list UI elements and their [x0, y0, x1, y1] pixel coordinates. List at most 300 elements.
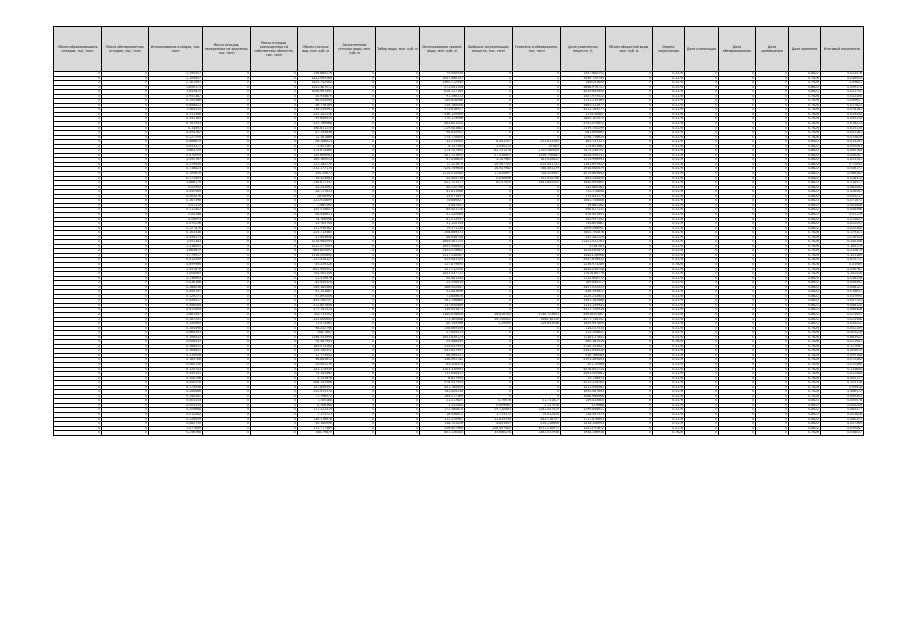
table-cell: 146.497442 [465, 426, 513, 431]
table-cell: 0 [465, 344, 513, 349]
table-cell: 0.068486 [821, 308, 864, 313]
table-cell: 95.668915 [298, 117, 334, 122]
table-cell: 7.982163 [298, 203, 334, 208]
table-cell: 40.159398 [420, 322, 465, 327]
table-cell: 0 [102, 199, 149, 204]
table-cell: 0.411004 [149, 308, 203, 313]
table-cell: 50.160096 [298, 422, 334, 427]
table-cell: 0 [756, 308, 789, 313]
table-cell: 0 [334, 149, 376, 154]
table-cell: 2111.219169 [561, 99, 606, 104]
table-cell: 0 [756, 262, 789, 267]
table-cell: 0 [54, 272, 102, 277]
table-cell: 0 [465, 276, 513, 281]
table-cell: 0 [203, 149, 251, 154]
table-cell: 0 [203, 331, 251, 336]
table-cell: 0 [376, 222, 420, 227]
table-cell: 288.143966 [298, 381, 334, 386]
table-cell: 0.023151 [821, 158, 864, 163]
table-cell: 0.3176 [653, 281, 685, 286]
table-cell: 0 [251, 358, 298, 363]
table-cell: 0 [465, 122, 513, 127]
table-cell: 0 [334, 94, 376, 99]
table-cell: 0 [513, 94, 561, 99]
table-cell: 0 [685, 426, 719, 431]
table-cell: 92.102887 [298, 290, 334, 295]
table-cell: 0.004070 [821, 349, 864, 354]
table-cell: 0.72095 [821, 162, 864, 167]
table-cell: 0 [334, 135, 376, 140]
table-cell: 0 [685, 290, 719, 295]
column-header: Объем оборотной воды, млн. куб. м [606, 27, 653, 72]
table-cell: 0 [54, 235, 102, 240]
table-cell: 36.816763 [465, 312, 513, 317]
table-cell: 0 [376, 126, 420, 131]
table-cell: 0 [756, 281, 789, 286]
table-cell: 0.7626 [653, 340, 685, 345]
table-cell: 0 [719, 422, 756, 427]
table-cell: 0 [719, 363, 756, 368]
table-cell: 0 [606, 222, 653, 227]
table-cell: 0 [54, 131, 102, 136]
table-cell: 0 [376, 249, 420, 254]
table-cell: 2700.103637 [561, 344, 606, 349]
table-cell: 0.342516 [821, 272, 864, 277]
table-cell: 121.183779 [298, 162, 334, 167]
table-cell: 1.866176 [149, 181, 203, 186]
table-cell: 0 [376, 140, 420, 145]
table-cell: 0.7626 [789, 99, 821, 104]
table-cell: 0 [54, 390, 102, 395]
table-cell: 0 [685, 176, 719, 181]
table-cell: 0 [102, 413, 149, 418]
table-cell: 0 [376, 135, 420, 140]
table-cell: 0.3176 [653, 417, 685, 422]
table-cell: 0.7626 [789, 390, 821, 395]
table-cell: 335.660385 [561, 185, 606, 190]
table-cell: 0 [513, 90, 561, 95]
table-cell: 0 [102, 390, 149, 395]
table-cell: 3.151878 [298, 376, 334, 381]
table-cell: 214.118695 [513, 422, 561, 427]
table-cell: 0 [685, 385, 719, 390]
header-row [54, 27, 864, 72]
table-cell: 0 [513, 108, 561, 113]
table-cell: 1.681547 [149, 312, 203, 317]
table-cell: 0 [203, 144, 251, 149]
table-cell: 6.137264 [420, 144, 465, 149]
table-cell: 0 [251, 172, 298, 177]
table-cell: 0 [251, 249, 298, 254]
table-cell: 2.127516 [513, 403, 561, 408]
table-cell: 1.591678 [149, 267, 203, 272]
table-cell: 0.09801 [821, 81, 864, 86]
table-cell: 1.713172 [465, 413, 513, 418]
table-cell: 0 [606, 217, 653, 222]
table-cell: 0 [756, 390, 789, 395]
table-cell: 704.585306 [298, 272, 334, 277]
table-cell: 0 [606, 72, 653, 77]
table-cell: 0 [102, 394, 149, 399]
table-cell: 134.591873 [420, 308, 465, 313]
table-cell: 0.3176 [653, 326, 685, 331]
table-cell: 0 [685, 153, 719, 158]
table-cell: 0 [465, 81, 513, 86]
table-cell: 0 [334, 231, 376, 236]
table-cell: 0 [719, 249, 756, 254]
table-cell: 0 [465, 272, 513, 277]
table-cell: 0 [685, 135, 719, 140]
table-cell: 0.8622 [789, 422, 821, 427]
table-body [54, 72, 864, 436]
table-cell: 0 [334, 176, 376, 181]
table-cell: 2556.758982 [513, 153, 561, 158]
table-cell: 0 [203, 131, 251, 136]
table-cell: 0 [719, 426, 756, 431]
table-cell: 0 [203, 417, 251, 422]
table-cell: 0 [513, 126, 561, 131]
table-cell: 0.038037 [821, 431, 864, 436]
table-cell: 170.179996 [420, 117, 465, 122]
table-cell: 0 [719, 153, 756, 158]
table-cell: 0 [756, 76, 789, 81]
table-cell: 0 [719, 208, 756, 213]
table-cell: 0 [376, 344, 420, 349]
table-cell: 0 [102, 144, 149, 149]
table-cell: 0 [606, 108, 653, 113]
table-cell: 4.891497 [465, 422, 513, 427]
table-cell: 0 [102, 363, 149, 368]
table-cell: 0 [756, 290, 789, 295]
table-cell: 0 [465, 244, 513, 249]
table-cell: 1081.758608 [561, 199, 606, 204]
table-cell: 0 [513, 81, 561, 86]
table-cell: 0.708164 [298, 403, 334, 408]
table-cell: 150.116878 [298, 417, 334, 422]
table-cell: 0 [251, 335, 298, 340]
table-cell: 0 [102, 294, 149, 299]
table-cell: 1425.742080 [298, 81, 334, 86]
column-header: Загрязненные сточные воды, млн. куб. м [334, 27, 376, 72]
table-cell: 0.148161 [149, 394, 203, 399]
table-cell: 4512.378265 [561, 381, 606, 386]
table-cell: 2630.038728 [561, 267, 606, 272]
table-cell: 225.713565 [298, 231, 334, 236]
table-cell: 0 [513, 281, 561, 286]
table-cell: 0 [102, 262, 149, 267]
table-cell: 0 [203, 276, 251, 281]
table-cell: 0 [251, 367, 298, 372]
table-cell: 0 [376, 253, 420, 258]
table-cell: 3.147981 [465, 158, 513, 163]
table-cell: 0 [203, 226, 251, 231]
table-cell: 0 [685, 408, 719, 413]
table-cell: 0 [102, 185, 149, 190]
table-cell: 175.453775 [561, 194, 606, 199]
table-cell: 0 [685, 372, 719, 377]
table-cell: 0 [685, 94, 719, 99]
table-cell: 0 [513, 258, 561, 263]
table-cell: 0 [102, 403, 149, 408]
table-cell: 0 [606, 240, 653, 245]
table-cell: 0 [102, 326, 149, 331]
table-cell: 0 [606, 326, 653, 331]
table-cell: 0 [685, 340, 719, 345]
table-cell: 0 [251, 208, 298, 213]
table-cell: 0 [54, 144, 102, 149]
table-cell: 0 [513, 340, 561, 345]
table-cell: 0.3176 [653, 426, 685, 431]
table-cell: 0 [251, 103, 298, 108]
table-cell: 0 [719, 126, 756, 131]
table-cell: 0 [54, 85, 102, 90]
table-cell: 0 [606, 140, 653, 145]
table-cell: 0 [102, 153, 149, 158]
table-cell: 0 [756, 203, 789, 208]
table-cell: 768.461179 [513, 167, 561, 172]
table-cell: 0 [606, 131, 653, 136]
table-cell: 111.321519 [298, 408, 334, 413]
table-cell: 1460.63659 [561, 81, 606, 86]
column-header: Масса обезвреженных отходов, тыс. тонн [102, 27, 149, 72]
table-cell: 0 [54, 90, 102, 95]
table-cell: 0 [334, 81, 376, 86]
table-cell: 3.501167 [298, 144, 334, 149]
table-cell: 0 [251, 262, 298, 267]
table-cell: 212.177175 [298, 167, 334, 172]
table-cell: 0 [756, 399, 789, 404]
table-cell: 0 [376, 326, 420, 331]
table-cell: 0 [719, 394, 756, 399]
table-cell: 0 [54, 76, 102, 81]
table-cell: 0 [685, 240, 719, 245]
table-cell: 0 [54, 408, 102, 413]
table-cell: 0 [756, 431, 789, 436]
table-cell: 0 [334, 312, 376, 317]
table-cell: 0 [334, 358, 376, 363]
table-cell: 0.3176 [653, 194, 685, 199]
table-cell: 138.701026 [420, 422, 465, 427]
table-cell: 0.3176 [653, 403, 685, 408]
table-cell: 0 [334, 112, 376, 117]
table-cell: 0.7626 [789, 131, 821, 136]
table-cell: 0.3176 [653, 294, 685, 299]
table-cell: 0 [334, 85, 376, 90]
table-cell: 0 [513, 372, 561, 377]
table-cell: 0 [102, 422, 149, 427]
table-cell: 0.664393 [149, 331, 203, 336]
table-cell: 0 [719, 190, 756, 195]
table-cell: 0.3176 [653, 312, 685, 317]
table-cell: 0.7626 [789, 372, 821, 377]
table-cell: 0.003216 [821, 331, 864, 336]
table-cell: 0 [756, 72, 789, 77]
table-cell: 1311.958961 [561, 385, 606, 390]
table-cell: 530.766089 [561, 353, 606, 358]
table-cell: 0.183708 [149, 358, 203, 363]
table-cell: 2063.000681 [561, 372, 606, 377]
table-cell: 0 [54, 72, 102, 77]
table-cell: 0 [719, 122, 756, 127]
table-cell: 89.326374 [420, 363, 465, 368]
table-cell: 1412.271009 [298, 244, 334, 249]
table-cell: 0 [513, 308, 561, 313]
table-cell: 0 [719, 176, 756, 181]
table-cell: 0 [685, 326, 719, 331]
table-cell: 0 [334, 353, 376, 358]
table-cell: 0 [756, 240, 789, 245]
table-cell: 0.7626 [789, 335, 821, 340]
table-cell: 0 [376, 122, 420, 127]
table-cell: 0.016338 [821, 276, 864, 281]
table-cell: 0 [334, 131, 376, 136]
table-cell: 0.3176 [653, 408, 685, 413]
table-cell: 0.150985 [149, 322, 203, 327]
table-cell: 0 [54, 99, 102, 104]
table-cell: 0 [102, 99, 149, 104]
table-cell: 48.069121 [420, 353, 465, 358]
table-cell: 0 [251, 149, 298, 154]
table-cell: 0 [203, 244, 251, 249]
table-cell: 0 [606, 281, 653, 286]
table-cell: 0 [465, 385, 513, 390]
table-cell: 0 [606, 181, 653, 186]
table-cell: 0 [54, 385, 102, 390]
table-cell: 0 [685, 281, 719, 286]
table-cell: 0 [251, 72, 298, 77]
table-cell: 0.3176 [653, 172, 685, 177]
table-cell: 109.433800 [561, 399, 606, 404]
table-cell: 0 [719, 344, 756, 349]
table-cell: 17.820897 [465, 172, 513, 177]
table-cell: 0 [376, 90, 420, 95]
table-cell: 0 [685, 353, 719, 358]
table-cell: 0 [203, 326, 251, 331]
table-cell: 0 [756, 167, 789, 172]
table-cell: 1203.330993 [420, 367, 465, 372]
table-cell: 58.776189 [298, 103, 334, 108]
table-cell: 0 [513, 390, 561, 395]
table-cell: 0 [203, 358, 251, 363]
table-cell: 0 [102, 276, 149, 281]
table-cell: 1668.38128 [513, 317, 561, 322]
table-cell: 0 [685, 294, 719, 299]
table-cell: 0 [719, 217, 756, 222]
table-cell: 0 [251, 231, 298, 236]
table-cell: 0.3176 [653, 135, 685, 140]
table-cell: 7.173713 [298, 413, 334, 418]
table-cell: 0.3176 [653, 399, 685, 404]
table-cell: 0 [102, 358, 149, 363]
table-cell: 0 [685, 167, 719, 172]
table-cell: 0 [251, 353, 298, 358]
table-cell: 0 [54, 290, 102, 295]
table-cell: 0.003626 [821, 413, 864, 418]
table-cell: 1236.973289 [561, 262, 606, 267]
table-cell: 0 [756, 176, 789, 181]
table-cell: 0 [54, 162, 102, 167]
table-cell: 0 [334, 399, 376, 404]
table-cell: 0 [102, 426, 149, 431]
table-cell: 0 [376, 281, 420, 286]
table-cell: 0.127878 [149, 226, 203, 231]
table-cell: 0 [606, 153, 653, 158]
table-cell: 0 [334, 258, 376, 263]
table-cell: 114.780006 [420, 103, 465, 108]
table-cell: 301.721895 [420, 153, 465, 158]
table-cell: 103.175939 [298, 367, 334, 372]
table-cell: 0 [606, 340, 653, 345]
table-cell: 0 [102, 76, 149, 81]
table-cell: 643.240859 [561, 176, 606, 181]
table-cell: 0 [376, 331, 420, 336]
table-cell: 0 [376, 231, 420, 236]
table-cell: 0.8622 [789, 212, 821, 217]
table-cell: 0.3176 [653, 235, 685, 240]
table-cell: 0 [102, 231, 149, 236]
table-cell: 0 [756, 117, 789, 122]
table-cell: 0 [102, 272, 149, 277]
table-cell: 0 [719, 303, 756, 308]
table-cell: 0.114577 [821, 181, 864, 186]
table-cell: 91.983698 [420, 290, 465, 295]
table-cell: 0 [376, 308, 420, 313]
table-cell: 0 [102, 226, 149, 231]
table-cell: 0 [334, 308, 376, 313]
table-cell: 361.727127 [561, 140, 606, 145]
table-cell: 0.7626 [789, 394, 821, 399]
table-cell: 0 [719, 253, 756, 258]
table-cell: 0 [376, 431, 420, 436]
table-cell: 0 [606, 353, 653, 358]
table-cell: 0 [102, 290, 149, 295]
table-cell: 0 [719, 417, 756, 422]
table-cell: 0 [606, 176, 653, 181]
table-cell: 0.7626 [789, 135, 821, 140]
table-cell: 0 [102, 212, 149, 217]
table-cell: 0 [102, 308, 149, 313]
table-cell: 0 [102, 194, 149, 199]
table-cell: 0 [376, 272, 420, 277]
table-cell: 1353.379602 [420, 249, 465, 254]
table-cell: 0 [756, 349, 789, 354]
table-cell: 0 [513, 303, 561, 308]
table-cell: 0 [465, 94, 513, 99]
table-cell: 0 [685, 381, 719, 386]
table-cell: 0 [203, 322, 251, 327]
table-cell: 0 [756, 367, 789, 372]
table-cell: 0.015135 [821, 126, 864, 131]
table-cell: 0 [203, 403, 251, 408]
table-cell: 0 [102, 244, 149, 249]
table-cell: 0 [606, 99, 653, 104]
table-cell: 0.3176 [653, 117, 685, 122]
table-cell: 0 [685, 403, 719, 408]
table-cell: 0 [251, 394, 298, 399]
table-cell: 0 [54, 335, 102, 340]
table-cell: 0.048127 [821, 285, 864, 290]
table-cell: 0 [606, 276, 653, 281]
table-cell: 0 [719, 212, 756, 217]
table-cell: 0 [465, 294, 513, 299]
table-cell: 18.936811 [420, 413, 465, 418]
table-cell: 0 [756, 144, 789, 149]
column-header: Уловлено и обезврежено, тыс. тонн [513, 27, 561, 72]
table-cell: 1362.057936 [513, 431, 561, 436]
table-cell: 0.3176 [653, 158, 685, 163]
table-cell: 0.015262 [149, 413, 203, 418]
table-cell: 0 [54, 363, 102, 368]
